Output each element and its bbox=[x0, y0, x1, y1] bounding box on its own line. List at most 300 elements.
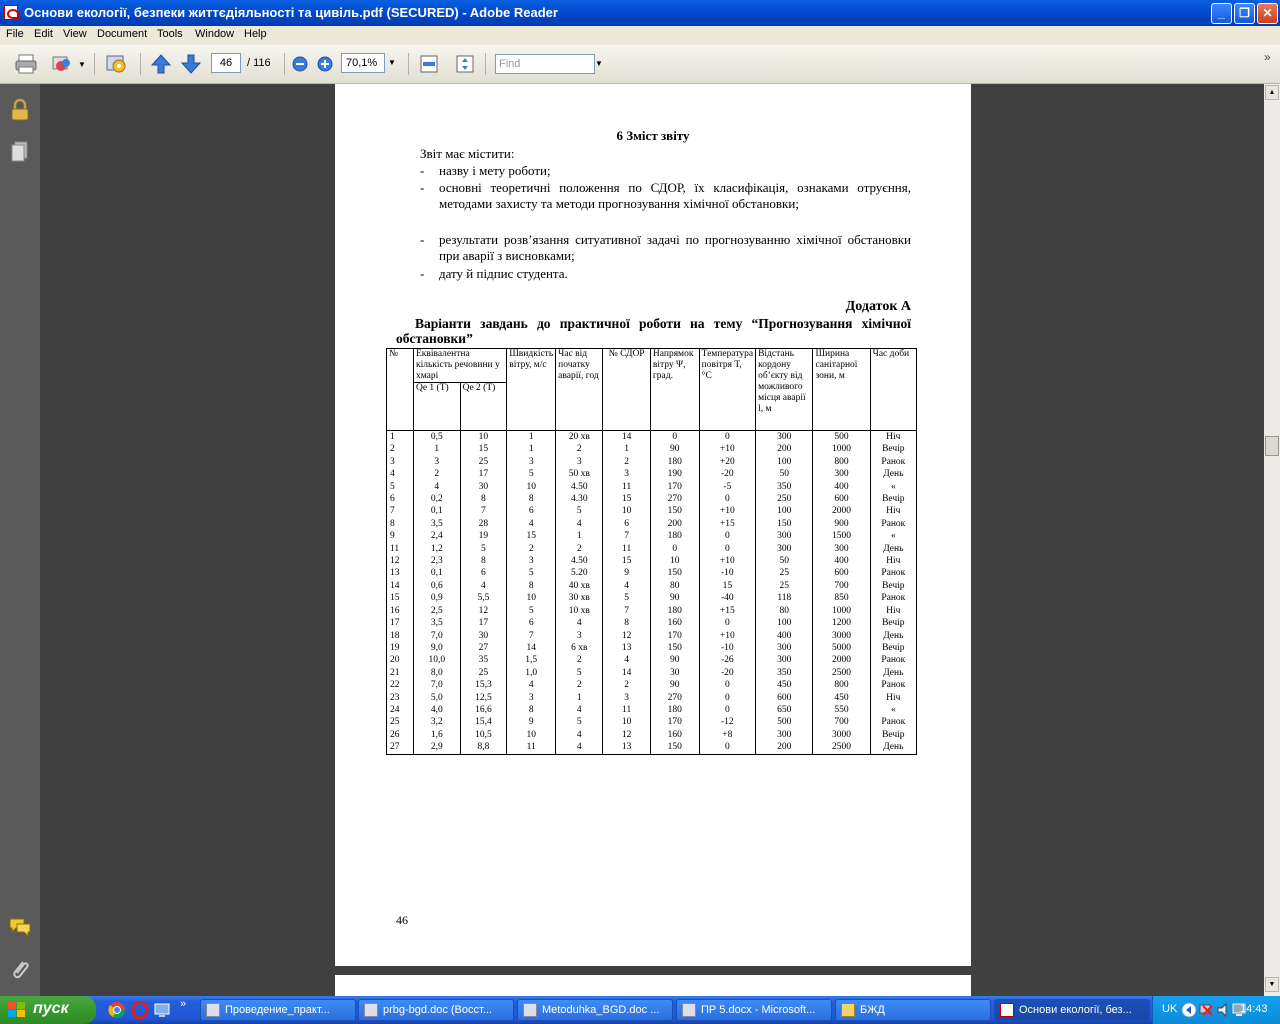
table-cell: 5 bbox=[387, 481, 414, 493]
table-row bbox=[387, 642, 917, 654]
table-cell: 550 bbox=[813, 704, 870, 716]
table-cell: +15 bbox=[699, 605, 755, 617]
table-cell: 22 bbox=[387, 679, 414, 691]
table-cell: 8 bbox=[507, 704, 556, 716]
pages-icon[interactable] bbox=[10, 140, 30, 164]
taskbar-item[interactable]: ПР 5.docx - Microsoft... bbox=[676, 999, 832, 1021]
table-cell: 35 bbox=[460, 654, 507, 666]
table-cell: 160 bbox=[650, 729, 699, 741]
table-cell: 1,2 bbox=[413, 543, 460, 555]
table-cell: 0,6 bbox=[413, 580, 460, 592]
table-row bbox=[387, 456, 917, 468]
table-cell: 50 bbox=[756, 555, 813, 567]
table-cell: 4 bbox=[387, 468, 414, 480]
table-cell: 40 хв bbox=[556, 580, 603, 592]
table-cell: 30 bbox=[650, 667, 699, 679]
table-cell: 250 bbox=[756, 493, 813, 505]
table-cell: 3 bbox=[603, 692, 651, 704]
attachments-icon[interactable] bbox=[9, 958, 31, 982]
table-row bbox=[387, 654, 917, 666]
table-cell: 0 bbox=[699, 493, 755, 505]
table-cell: « bbox=[870, 481, 916, 493]
table-cell: 7 bbox=[460, 505, 507, 517]
table-cell: 15 bbox=[387, 592, 414, 604]
table-cell: 0,5 bbox=[413, 431, 460, 444]
table-cell: Вечір bbox=[870, 443, 916, 455]
table-cell: Вечір bbox=[870, 493, 916, 505]
table-cell: 400 bbox=[813, 555, 870, 567]
menu-file[interactable]: File bbox=[6, 28, 24, 40]
menu-help[interactable]: Help bbox=[244, 28, 267, 40]
table-cell: 6 bbox=[460, 567, 507, 579]
table-cell: 350 bbox=[756, 667, 813, 679]
table-cell: 2 bbox=[387, 443, 414, 455]
settings-icon[interactable] bbox=[104, 52, 130, 76]
table-cell: 15 bbox=[507, 530, 556, 542]
appendix-title: Додаток А bbox=[845, 299, 911, 314]
zoom-input[interactable]: 70,1% bbox=[341, 53, 385, 73]
table-cell: 1 bbox=[387, 431, 414, 444]
table-row bbox=[387, 505, 917, 517]
table-cell: 5,5 bbox=[460, 592, 507, 604]
th-daytime: Час доби bbox=[870, 349, 916, 431]
table-cell: 0,9 bbox=[413, 592, 460, 604]
table-cell: 2,9 bbox=[413, 741, 460, 754]
table-cell: 6 bbox=[603, 518, 651, 530]
table-cell: 300 bbox=[756, 654, 813, 666]
table-cell: 5000 bbox=[813, 642, 870, 654]
table-cell: 5 bbox=[556, 667, 603, 679]
table-cell: 180 bbox=[650, 530, 699, 542]
variants-table bbox=[386, 348, 917, 755]
table-cell: 1,5 bbox=[507, 654, 556, 666]
table-cell: 5 bbox=[507, 468, 556, 480]
table-cell: 3 bbox=[413, 456, 460, 468]
scroll-thumb[interactable] bbox=[1265, 436, 1279, 456]
table-cell: 300 bbox=[756, 642, 813, 654]
th-sdor: № СДОР bbox=[603, 349, 651, 431]
th-wind-direction: Напрямок вітру Ψ, град. bbox=[650, 349, 699, 431]
table-cell: 90 bbox=[650, 592, 699, 604]
table-cell: 27 bbox=[387, 741, 414, 754]
table-cell: 0 bbox=[699, 704, 755, 716]
toolbar-separator bbox=[284, 53, 285, 75]
table-cell: 30 bbox=[460, 630, 507, 642]
table-cell: Ранок bbox=[870, 518, 916, 530]
th-distance: Відстань кордону об’єкту від можливого місця аварії l, м bbox=[756, 349, 813, 431]
opera-icon[interactable] bbox=[131, 1001, 149, 1019]
table-row bbox=[387, 592, 917, 604]
zoom-out-icon[interactable] bbox=[292, 56, 308, 72]
menu-document[interactable]: Document bbox=[97, 28, 148, 40]
table-cell: Вечір bbox=[870, 617, 916, 629]
pdf-page bbox=[335, 84, 971, 966]
volume-icon[interactable] bbox=[1216, 1002, 1232, 1018]
toolbar-expand-icon[interactable]: » bbox=[1264, 50, 1271, 64]
table-cell: 4 bbox=[603, 580, 651, 592]
table-row bbox=[387, 530, 917, 542]
table-cell: 200 bbox=[650, 518, 699, 530]
table-cell: 1 bbox=[507, 431, 556, 444]
next-page-icon[interactable] bbox=[180, 53, 202, 75]
table-cell: 50 bbox=[756, 468, 813, 480]
comments-icon[interactable] bbox=[8, 916, 32, 938]
quicklaunch-expand-icon[interactable]: » bbox=[180, 998, 187, 1010]
table-cell: -10 bbox=[699, 642, 755, 654]
table-cell: 8,8 bbox=[460, 741, 507, 754]
table-cell: 25 bbox=[460, 667, 507, 679]
table-cell: 90 bbox=[650, 654, 699, 666]
table-cell: 2 bbox=[603, 679, 651, 691]
table-cell: 14 bbox=[387, 580, 414, 592]
table-cell: 12 bbox=[460, 605, 507, 617]
taskbar-item[interactable]: prbg-bgd.doc (Восст... bbox=[358, 999, 514, 1021]
table-cell: 13 bbox=[603, 741, 651, 754]
window-title: Основи екології, безпеки життєдіяльності та цивіль.pdf (SECURED) - Adobe Reader bbox=[24, 5, 558, 20]
close-button[interactable]: ✕ bbox=[1257, 3, 1278, 24]
table-row bbox=[387, 729, 917, 741]
table-cell: 15 bbox=[460, 443, 507, 455]
table-row bbox=[387, 692, 917, 704]
table-cell: 30 хв bbox=[556, 592, 603, 604]
table-cell: 8 bbox=[387, 518, 414, 530]
table-cell: 11 bbox=[387, 543, 414, 555]
table-cell: 10 bbox=[507, 481, 556, 493]
page-total: / 116 bbox=[247, 57, 271, 69]
table-cell: Ранок bbox=[870, 679, 916, 691]
bullet-item: дату й підпис студента. bbox=[439, 266, 568, 281]
zoom-dropdown-icon[interactable]: ▼ bbox=[388, 58, 396, 67]
table-cell: 10,0 bbox=[413, 654, 460, 666]
table-cell: 2500 bbox=[813, 667, 870, 679]
table-cell: 3 bbox=[556, 630, 603, 642]
table-cell: 11 bbox=[603, 543, 651, 555]
table-cell: 11 bbox=[507, 741, 556, 754]
table-cell: 80 bbox=[756, 605, 813, 617]
organizer-icon[interactable] bbox=[50, 53, 74, 75]
table-row bbox=[387, 704, 917, 716]
table-cell: 4 bbox=[556, 704, 603, 716]
table-cell: 26 bbox=[387, 729, 414, 741]
table-cell: 2,4 bbox=[413, 530, 460, 542]
table-cell: 28 bbox=[460, 518, 507, 530]
table-cell: 270 bbox=[650, 692, 699, 704]
table-cell: 700 bbox=[813, 580, 870, 592]
table-cell: 20 bbox=[387, 654, 414, 666]
table-row bbox=[387, 617, 917, 629]
table-cell: 5 bbox=[507, 567, 556, 579]
table-cell: 150 bbox=[650, 741, 699, 754]
bullet-dash: - bbox=[420, 232, 425, 247]
table-cell: 9 bbox=[387, 530, 414, 542]
zoom-in-icon[interactable] bbox=[317, 56, 333, 72]
table-cell: +8 bbox=[699, 729, 755, 741]
table-cell: 24 bbox=[387, 704, 414, 716]
table-cell: 5 bbox=[507, 605, 556, 617]
navigation-panel bbox=[0, 84, 40, 996]
table-cell: 13 bbox=[603, 642, 651, 654]
previous-page-icon[interactable] bbox=[150, 53, 172, 75]
table-cell: 12,5 bbox=[460, 692, 507, 704]
table-cell: 15 bbox=[603, 493, 651, 505]
table-cell: Ніч bbox=[870, 605, 916, 617]
table-cell: 15 bbox=[603, 555, 651, 567]
taskbar-item[interactable]: Проведение_практ... bbox=[200, 999, 356, 1021]
table-cell: 180 bbox=[650, 704, 699, 716]
table-cell: 1500 bbox=[813, 530, 870, 542]
variants-title: Варіанти завдань до практичної роботи на тему “Прогнозування хімічної обстановки” bbox=[396, 316, 911, 346]
table-cell: Ранок bbox=[870, 654, 916, 666]
table-cell: 21 bbox=[387, 667, 414, 679]
table-cell: 4.50 bbox=[556, 481, 603, 493]
menu-edit[interactable]: Edit bbox=[34, 28, 53, 40]
fit-page-icon[interactable] bbox=[454, 53, 476, 75]
table-cell: Ранок bbox=[870, 592, 916, 604]
language-indicator[interactable]: UK bbox=[1162, 1003, 1178, 1015]
table-cell: 170 bbox=[650, 716, 699, 728]
fit-width-icon[interactable] bbox=[418, 53, 440, 75]
table-cell: 7 bbox=[603, 530, 651, 542]
intro-text: Звіт має містити: bbox=[420, 146, 515, 161]
table-cell: 19 bbox=[387, 642, 414, 654]
table-cell: 9,0 bbox=[413, 642, 460, 654]
table-cell: 13 bbox=[387, 567, 414, 579]
table-row bbox=[387, 493, 917, 505]
table-cell: 450 bbox=[813, 692, 870, 704]
taskbar-item[interactable]: Metoduhka_BGD.doc ... bbox=[517, 999, 673, 1021]
table-cell: 160 bbox=[650, 617, 699, 629]
minimize-button[interactable]: _ bbox=[1211, 3, 1232, 24]
table-cell: Вечір bbox=[870, 580, 916, 592]
table-cell: 8 bbox=[460, 555, 507, 567]
start-button[interactable] bbox=[0, 996, 96, 1024]
table-cell: 30 bbox=[460, 481, 507, 493]
table-cell: 2 bbox=[556, 543, 603, 555]
table-cell: 9 bbox=[603, 567, 651, 579]
table-row bbox=[387, 716, 917, 728]
table-cell: 0 bbox=[699, 679, 755, 691]
table-cell: 10 bbox=[460, 431, 507, 444]
table-cell: 190 bbox=[650, 468, 699, 480]
table-cell: 1,6 bbox=[413, 729, 460, 741]
table-cell: 15,4 bbox=[460, 716, 507, 728]
page-number: 46 bbox=[396, 913, 408, 927]
table-cell: Вечір bbox=[870, 642, 916, 654]
taskbar-item-active[interactable]: Основи екології, без... bbox=[994, 999, 1150, 1021]
table-cell: 500 bbox=[813, 431, 870, 444]
table-cell: 14 bbox=[603, 431, 651, 444]
bullet-item: основні теоретичні положення по СДОР, їх класифікація, ознаками отруєння, методами захисту та методи прогнозування хімічної обстановки; bbox=[439, 180, 911, 211]
table-cell: Ніч bbox=[870, 431, 916, 444]
table-cell: 4 bbox=[556, 729, 603, 741]
table-cell: 0 bbox=[699, 431, 755, 444]
table-cell: 0 bbox=[650, 543, 699, 555]
table-cell: 350 bbox=[756, 481, 813, 493]
folder-icon bbox=[841, 1003, 855, 1017]
table-cell: 2 bbox=[507, 543, 556, 555]
table-cell: 0,2 bbox=[413, 493, 460, 505]
word-doc-icon bbox=[206, 1003, 220, 1017]
table-cell: Ніч bbox=[870, 692, 916, 704]
table-cell: 850 bbox=[813, 592, 870, 604]
word-doc-icon bbox=[364, 1003, 378, 1017]
table-cell: 300 bbox=[756, 530, 813, 542]
table-cell: 270 bbox=[650, 493, 699, 505]
organizer-dropdown-icon[interactable]: ▼ bbox=[78, 60, 86, 69]
table-cell: 7 bbox=[387, 505, 414, 517]
table-cell: +20 bbox=[699, 456, 755, 468]
clock: 14:43 bbox=[1240, 1003, 1268, 1015]
word-doc-icon bbox=[523, 1003, 537, 1017]
find-input[interactable]: Find bbox=[495, 54, 595, 74]
table-cell: 10,5 bbox=[460, 729, 507, 741]
print-icon[interactable] bbox=[14, 53, 38, 75]
table-cell: 25 bbox=[387, 716, 414, 728]
table-cell: 200 bbox=[756, 741, 813, 754]
th-equiv: Еквівалентна кількість речовини у хмарі bbox=[413, 349, 506, 383]
table-cell: 2,3 bbox=[413, 555, 460, 567]
toolbar-separator bbox=[140, 53, 141, 75]
table-cell: 4,0 bbox=[413, 704, 460, 716]
table-cell: 90 bbox=[650, 443, 699, 455]
table-row bbox=[387, 543, 917, 555]
th-temperature: Температура повітря Т, °С bbox=[699, 349, 755, 431]
table-cell: Ранок bbox=[870, 456, 916, 468]
table-cell: -12 bbox=[699, 716, 755, 728]
table-cell: 19 bbox=[460, 530, 507, 542]
vertical-scrollbar[interactable] bbox=[1264, 84, 1280, 996]
document-viewer[interactable] bbox=[40, 84, 1264, 996]
table-row bbox=[387, 679, 917, 691]
table-cell: 10 bbox=[603, 716, 651, 728]
table-cell: 118 bbox=[756, 592, 813, 604]
table-cell: 2000 bbox=[813, 505, 870, 517]
table-cell: 18 bbox=[387, 630, 414, 642]
table-cell: 3 bbox=[603, 468, 651, 480]
table-cell: 0 bbox=[699, 530, 755, 542]
table-cell: 10 bbox=[507, 592, 556, 604]
table-cell: 3000 bbox=[813, 630, 870, 642]
table-cell: 6 bbox=[387, 493, 414, 505]
table-cell: 100 bbox=[756, 505, 813, 517]
table-cell: 3,5 bbox=[413, 518, 460, 530]
table-cell: -20 bbox=[699, 468, 755, 480]
network-icon[interactable] bbox=[1199, 1002, 1215, 1018]
maximize-button[interactable]: ❐ bbox=[1234, 3, 1255, 24]
table-row bbox=[387, 431, 917, 444]
windows-logo-icon bbox=[8, 1002, 26, 1018]
page-number-input[interactable]: 46 bbox=[211, 53, 241, 73]
table-cell: 4 bbox=[507, 518, 556, 530]
chrome-icon[interactable] bbox=[108, 1001, 126, 1019]
table-cell: 3 bbox=[387, 456, 414, 468]
table-row bbox=[387, 555, 917, 567]
th-width: Ширина санітарної зони, м bbox=[813, 349, 870, 431]
table-cell: 2 bbox=[556, 443, 603, 455]
table-cell: 600 bbox=[813, 567, 870, 579]
toolbar bbox=[0, 45, 1280, 84]
table-cell: 10 bbox=[650, 555, 699, 567]
table-cell: -5 bbox=[699, 481, 755, 493]
next-pdf-page bbox=[335, 975, 971, 996]
table-cell: 500 bbox=[756, 716, 813, 728]
table-cell: +15 bbox=[699, 518, 755, 530]
table-cell: +10 bbox=[699, 443, 755, 455]
table-cell: -26 bbox=[699, 654, 755, 666]
table-cell: 650 bbox=[756, 704, 813, 716]
table-cell: 16 bbox=[387, 605, 414, 617]
scroll-down-button[interactable]: ▼ bbox=[1265, 977, 1279, 992]
table-cell: 8 bbox=[507, 580, 556, 592]
table-cell: 8,0 bbox=[413, 667, 460, 679]
table-cell: 10 хв bbox=[556, 605, 603, 617]
table-cell: 170 bbox=[650, 481, 699, 493]
menu-view[interactable]: View bbox=[63, 28, 87, 40]
table-cell: День bbox=[870, 667, 916, 679]
taskbar-item[interactable]: БЖД bbox=[835, 999, 991, 1021]
table-cell: 2000 bbox=[813, 654, 870, 666]
adobe-reader-icon bbox=[1000, 1003, 1014, 1017]
table-cell: 3 bbox=[507, 692, 556, 704]
title-bar bbox=[0, 0, 1280, 26]
table-cell: 2 bbox=[556, 654, 603, 666]
table-cell: 300 bbox=[756, 543, 813, 555]
find-dropdown-icon[interactable]: ▼ bbox=[595, 59, 603, 68]
table-cell: 300 bbox=[813, 543, 870, 555]
lock-icon[interactable] bbox=[9, 98, 31, 122]
table-cell: 90 bbox=[650, 679, 699, 691]
table-cell: 7 bbox=[603, 605, 651, 617]
table-cell: 4 bbox=[460, 580, 507, 592]
table-cell: 170 bbox=[650, 630, 699, 642]
menu-window[interactable]: Window bbox=[195, 28, 235, 40]
table-cell: 450 bbox=[756, 679, 813, 691]
table-cell: День bbox=[870, 630, 916, 642]
table-cell: 200 bbox=[756, 443, 813, 455]
table-cell: 14 bbox=[603, 667, 651, 679]
table-cell: 800 bbox=[813, 456, 870, 468]
table-cell: 17 bbox=[387, 617, 414, 629]
menu-bar bbox=[0, 26, 1280, 45]
table-cell: 1 bbox=[556, 530, 603, 542]
table-row bbox=[387, 468, 917, 480]
system-tray bbox=[1152, 996, 1280, 1024]
tray-expand-icon[interactable] bbox=[1181, 1002, 1197, 1018]
table-cell: 6 bbox=[507, 505, 556, 517]
menu-tools[interactable]: Tools bbox=[157, 28, 183, 40]
table-cell: 1,0 bbox=[507, 667, 556, 679]
scroll-up-button[interactable]: ▲ bbox=[1265, 85, 1279, 100]
table-cell: +10 bbox=[699, 555, 755, 567]
bullet-dash: - bbox=[420, 266, 425, 281]
table-cell: 150 bbox=[650, 642, 699, 654]
toolbar-separator bbox=[94, 53, 95, 75]
table-cell: 700 bbox=[813, 716, 870, 728]
table-row bbox=[387, 605, 917, 617]
table-cell: 4.30 bbox=[556, 493, 603, 505]
table-cell: 1 bbox=[413, 443, 460, 455]
table-cell: 80 bbox=[650, 580, 699, 592]
table-cell: 17 bbox=[460, 617, 507, 629]
table-cell: 11 bbox=[603, 704, 651, 716]
table-cell: 4 bbox=[556, 741, 603, 754]
table-cell: 4 bbox=[556, 518, 603, 530]
desktop-icon[interactable] bbox=[153, 1001, 171, 1019]
table-cell: 2 bbox=[413, 468, 460, 480]
table-cell: 180 bbox=[650, 456, 699, 468]
table-cell: 6 bbox=[507, 617, 556, 629]
table-cell: 1000 bbox=[813, 605, 870, 617]
